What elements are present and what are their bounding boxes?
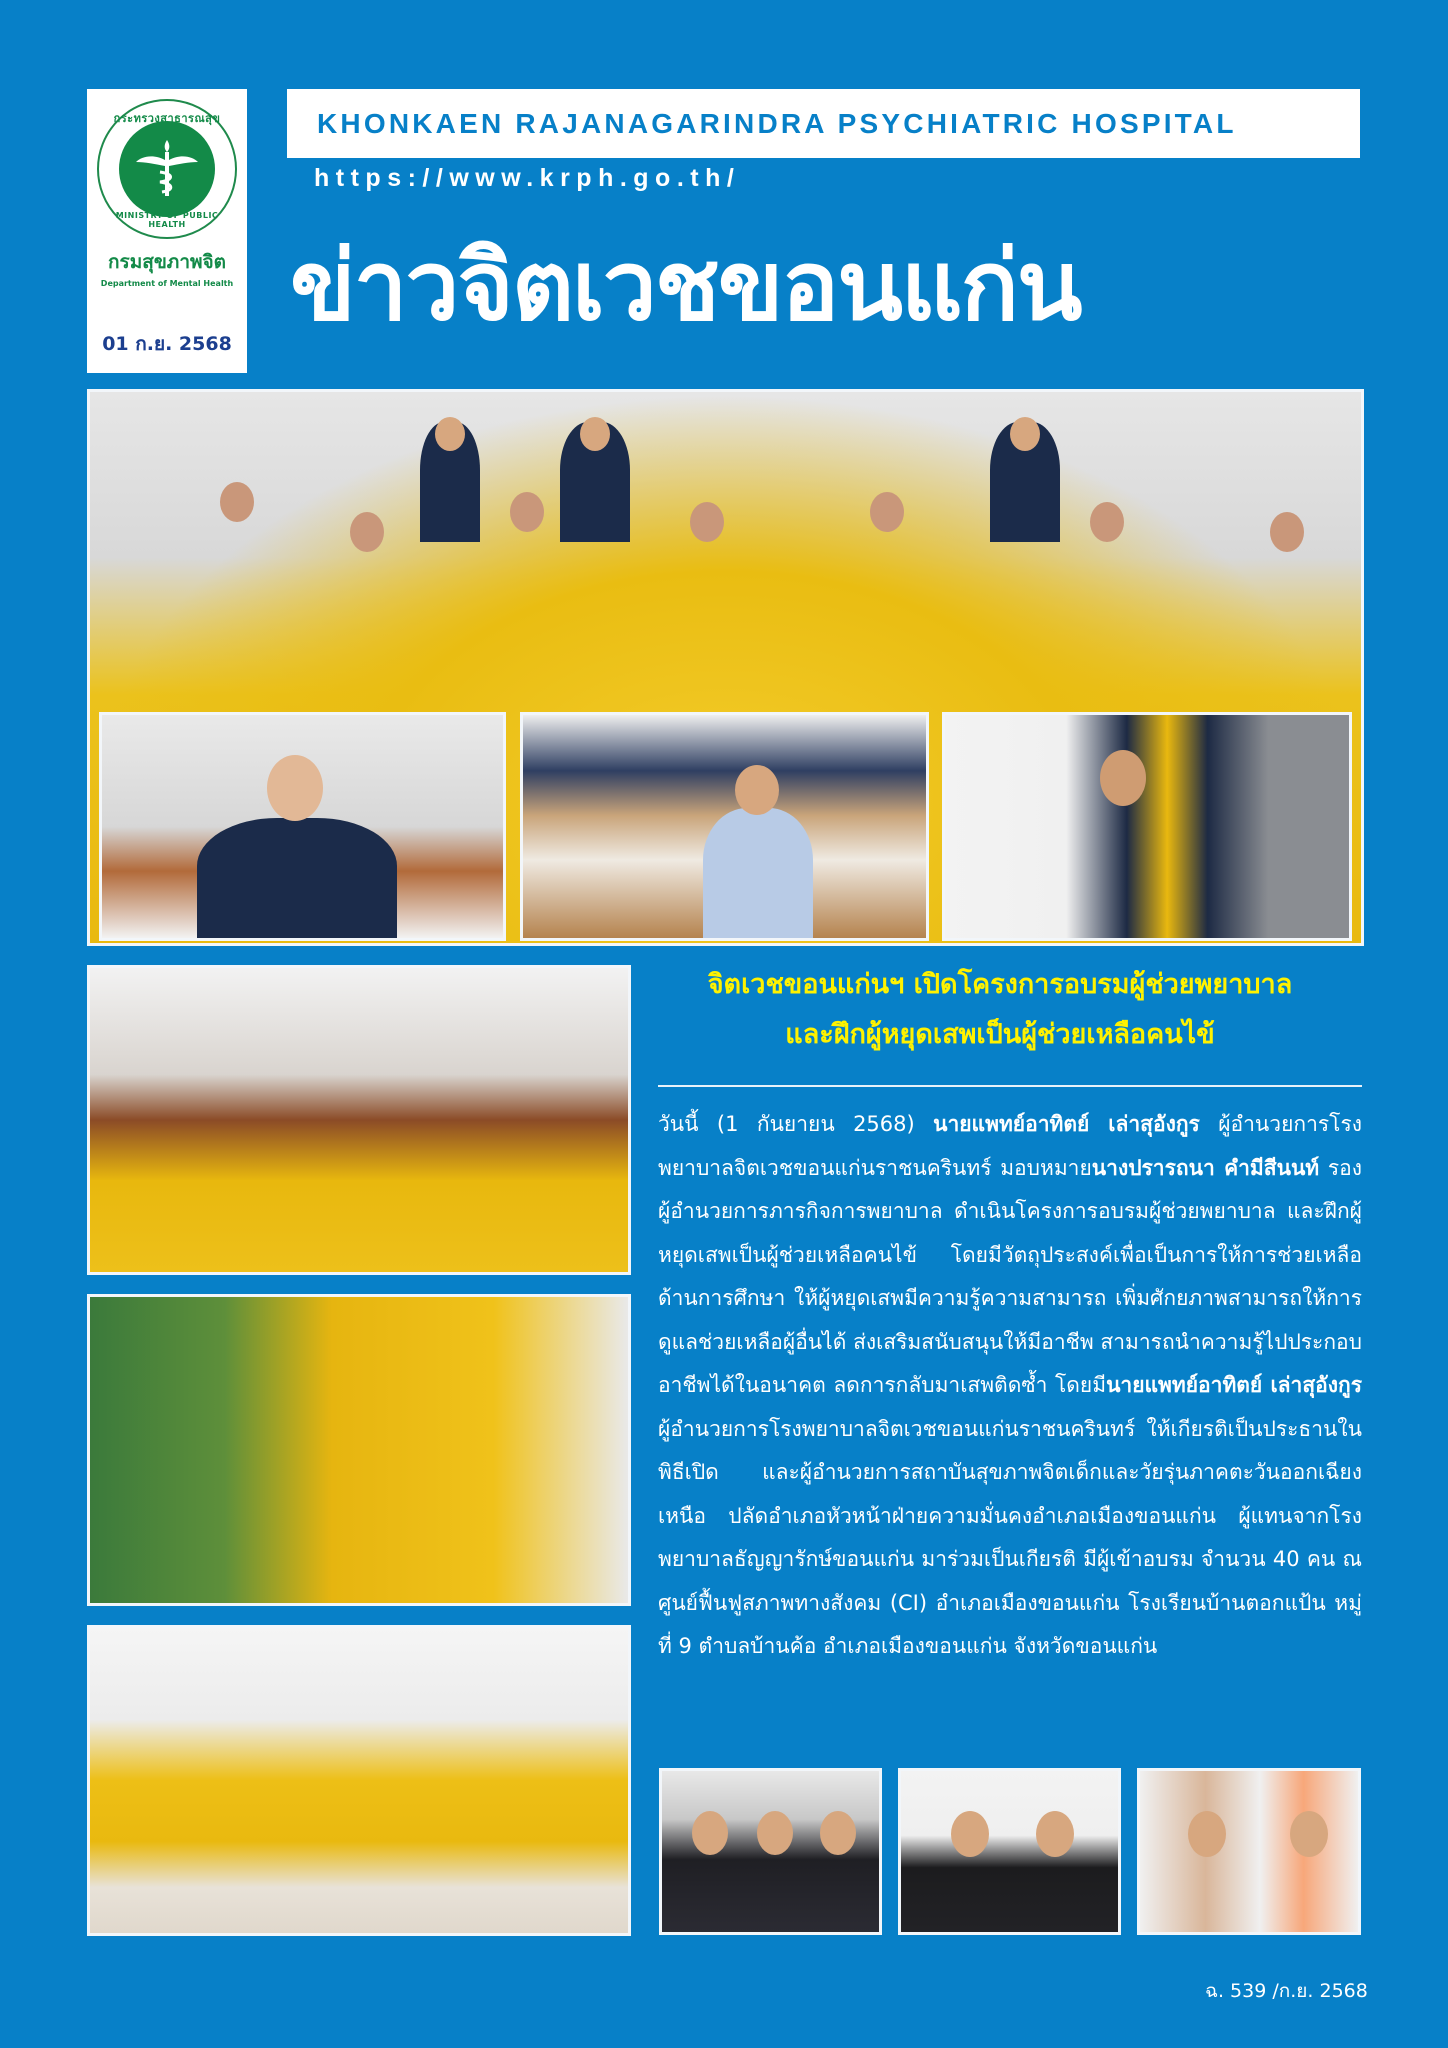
- photo-two-women: [1137, 1768, 1361, 1935]
- ministry-seal-icon: [97, 99, 237, 239]
- newsletter-masthead: ข่าวจิตเวชขอนแก่น: [290, 230, 1081, 342]
- body-segment-bold: นางปรารถนา คำมีสีนนท์: [1091, 1155, 1320, 1180]
- body-segment: ผู้อำนวยการโรงพยาบาลจิตเวชขอนแก่นราชนครินทร์ มอบหมาย: [658, 1112, 1362, 1180]
- website-url[interactable]: https://www.krph.go.th/: [314, 164, 741, 192]
- department-name-english: Department of Mental Health: [100, 279, 234, 288]
- seal-ring-thai: กระทรวงสาธารณสุข: [113, 112, 221, 125]
- article-headline: [640, 960, 1360, 1060]
- department-name-thai: กรมสุขภาพจิต: [107, 251, 226, 273]
- hospital-name-banner: [287, 89, 1360, 158]
- photo-training-hall: [87, 965, 631, 1275]
- headline-divider: [658, 1085, 1362, 1087]
- headline-line-2: และฝึกผู้หยุดเสพเป็นผู้ช่วยเหลือคนไข้: [785, 1019, 1215, 1050]
- body-segment: ผู้อำนวยการโรงพยาบาลจิตเวชขอนแก่นราชนครินทร์ ให้เกียรติเป็นประธานในพิธีเปิด และผู้อำนวยการสถาบันสุขภาพจิตเด็กและวัยรุ่นภาคตะวันออกเฉียงเหนือ ปลัดอำเภอหัวหน้าฝ่ายความมั่นคงอำเภอเมืองขอนแก่น ผู้แทนจากโรงพยาบาลธัญญารักษ์ขอนแก่น มาร่วมเป็นเกียรติ มีผู้เข้าอบรม จำนวน 40 คน ณ ศูนย์ฟื้นฟูสภาพทางสังคม (CI) อำเภอเมืองขอนแก่น โรงเรียนบ้านตอกแป้น หมู่ที่ 9 ตำบลบ้านค้อ อำเภอเมืองขอนแก่น จังหวัดขอนแก่น: [658, 1416, 1362, 1658]
- seal-ring-english: MINISTRY OF PUBLIC HEALTH: [115, 211, 219, 229]
- photo-speaker-with-trainees: [87, 1294, 631, 1606]
- photo-three-women: [659, 1768, 882, 1935]
- article-body: [658, 1103, 1362, 1669]
- issue-date: 01 ก.ย. 2568: [102, 333, 232, 355]
- body-segment-bold: นายแพทย์อาทิตย์ เล่าสุอังกูร: [1106, 1373, 1362, 1397]
- body-segment: วันนี้ (1 กันยายน 2568): [658, 1112, 934, 1136]
- caduceus-icon: [119, 121, 215, 217]
- photo-trainees-seated: [87, 1625, 631, 1936]
- body-segment-bold: นายแพทย์อาทิตย์ เล่าสุอังกูร: [933, 1112, 1200, 1136]
- body-segment: รองผู้อำนวยการภารกิจการพยาบาล ดำเนินโครงการอบรมผู้ช่วยพยาบาล และฝึกผู้หยุดเสพเป็นผู้ช่วยเหลือคนไข้ โดยมีวัตถุประสงค์เพื่อเป็นการให้การช่วยเหลือด้านการศึกษา ให้ผู้หยุดเสพมีความรู้ความสามารถ เพิ่มศักยภาพสามารถให้การดูแลช่วยเหลือผู้อื่นได้ ส่งเสริมสนับสนุนให้มีอาชีพ สามารถนำความรู้ไปประกอบอาชีพได้ในอนาคต ลดการกลับมาเสพติดซ้ำ โดยมี: [658, 1155, 1362, 1397]
- hospital-name: KHONKAEN RAJANAGARINDRA PSYCHIATRIC HOSPITAL: [317, 107, 1237, 139]
- department-logo-card: [87, 89, 247, 373]
- issue-reference: ฉ. 539 /ก.ย. 2568: [1205, 1980, 1368, 2002]
- inset-photo-director-seated: [99, 712, 506, 941]
- inset-photo-speaker-woman: [520, 712, 929, 941]
- headline-line-1: จิตเวชขอนแก่นฯ เปิดโครงการอบรมผู้ช่วยพยาบาล: [707, 969, 1293, 1000]
- photo-two-women-nurse: [898, 1768, 1121, 1935]
- inset-photo-speaker-man: [942, 712, 1352, 941]
